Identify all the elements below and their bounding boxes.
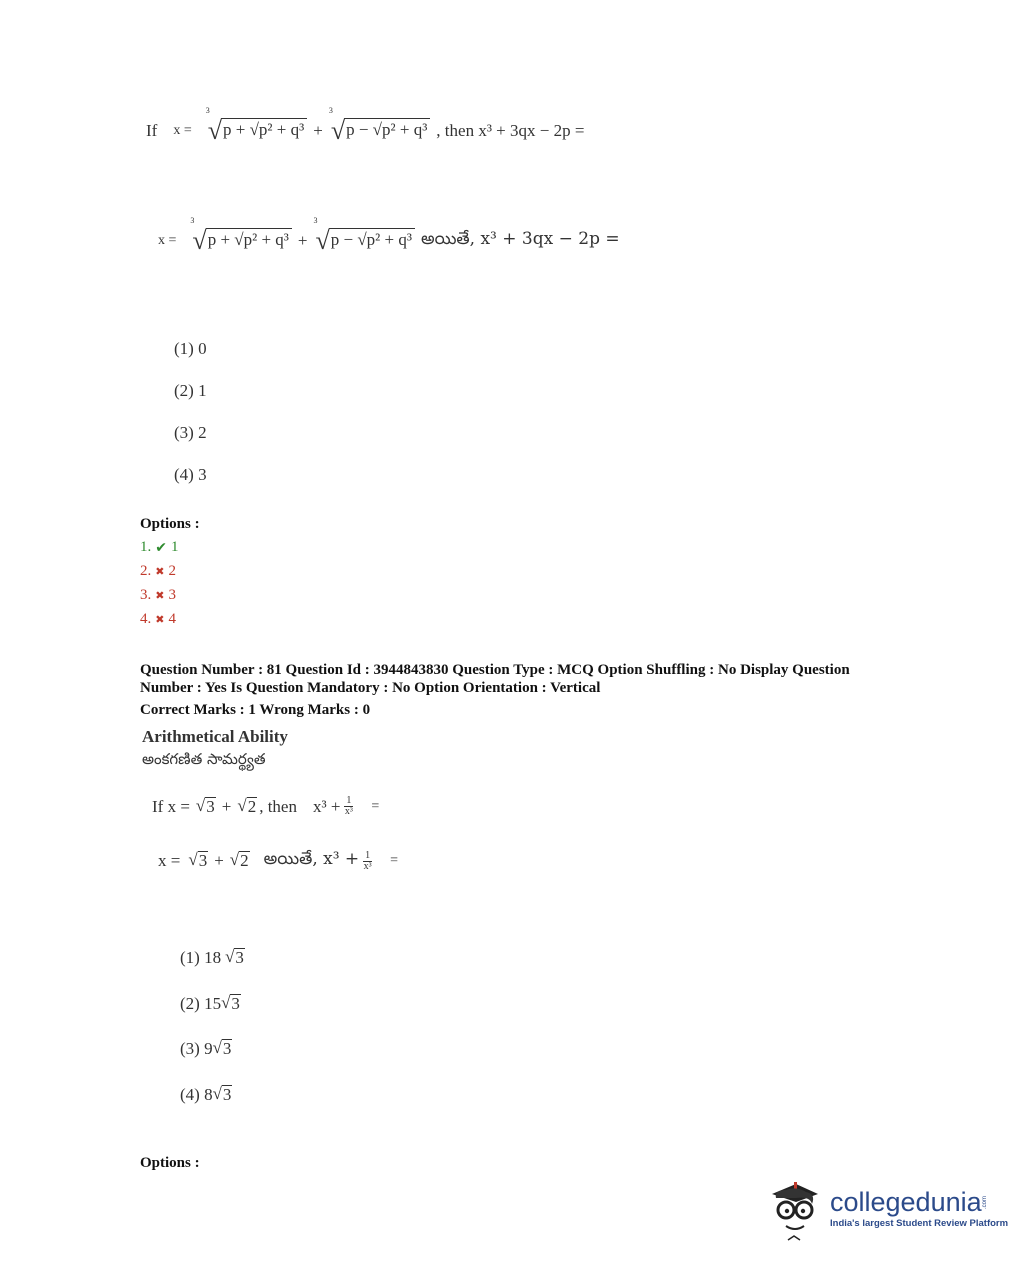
q80-tail: , then x³ + 3qx − 2p = <box>436 121 585 140</box>
q81-subject-telugu: అంకగణిత సామర్థ్యత <box>142 750 266 768</box>
q80-te-tail: అయితే, x³ + 3qx − 2p = <box>420 229 620 249</box>
q81-subject-english: Arithmetical Ability <box>142 727 288 746</box>
q80-option-4: 4. ✖ 4 <box>140 611 176 627</box>
q80-te-cube-root-2: 3 √ p − √p² + q³ <box>313 228 414 254</box>
q80-choice-3: (3) 2 <box>174 423 207 442</box>
mascot-icon <box>766 1176 822 1246</box>
q80-choice-4: (4) 3 <box>174 465 207 484</box>
cross-icon: ✖ <box>155 613 165 626</box>
q80-lhs: x = <box>173 123 192 138</box>
q81-meta-line-2: Number : Yes Is Question Mandatory : No Option Orientation : Vertical <box>140 680 601 696</box>
q81-options-label: Options : <box>140 1155 200 1171</box>
q80-radicand-2: p − √p² + q³ <box>344 118 430 140</box>
q80-choice-1: (1) 0 <box>174 339 207 358</box>
q80-cube-root-1: 3 √ p + √p² + q³ <box>206 118 307 144</box>
sqrt-3: √ 3 <box>188 850 208 871</box>
q80-choice-2: (2) 1 <box>174 381 207 400</box>
sqrt-2: √ 2 <box>229 850 249 871</box>
brand-name: collegedunia <box>830 1187 982 1217</box>
q81-english-equation: If x = √ 3 + √ 2 , then x³ + $\frac{1}{\text{x³}}$ = <box>152 795 380 817</box>
q80-radicand-1: p + √p² + q³ <box>221 118 307 140</box>
q80-option-3: 3. ✖ 3 <box>140 587 176 603</box>
q81-te-fraction: $\frac{1}{\text{x³}}$ <box>363 849 372 872</box>
q81-meta-line-1: Question Number : 81 Question Id : 3944843830 Question Type : MCQ Option Shuffling : No Display Question <box>140 662 850 678</box>
q80-te-cube-root-1: 3 √ p + √p² + q³ <box>190 228 291 254</box>
q81-meta-line-3: Correct Marks : 1 Wrong Marks : 0 <box>140 702 371 718</box>
q81-choice-1: (1) 18 √ 3 <box>180 947 244 968</box>
q80-cube-root-2: 3 √ p − √p² + q³ <box>329 118 430 144</box>
q80-telugu-equation: x = 3 √ p + √p² + q³ + 3 √ p − √p² + q³ అయితే, x³ + 3qx − 2p = <box>158 216 620 255</box>
q80-option-1: 1. ✔ 1 <box>140 539 179 556</box>
brand-text <box>830 1187 1008 1229</box>
q80-option-2: 2. ✖ 2 <box>140 563 176 579</box>
brand-tagline: India's largest Student Review Platform <box>830 1218 1009 1229</box>
sqrt-3: √ 3 <box>195 795 215 816</box>
cross-icon: ✖ <box>155 565 165 578</box>
sqrt-2: √ 2 <box>237 795 257 816</box>
q81-fraction: $\frac{1}{\text{x³}}$ <box>344 795 353 817</box>
check-icon: ✔ <box>155 539 167 556</box>
q80-options-label: Options : <box>140 516 200 532</box>
q80-te-lhs: x = <box>158 233 177 248</box>
q81-choice-3: (3) 9 √ 3 <box>180 1038 232 1059</box>
q80-if: If <box>146 121 158 140</box>
q81-choice-4: (4) 8 √ 3 <box>180 1084 232 1105</box>
cross-icon: ✖ <box>155 589 165 602</box>
collegedunia-logo <box>766 1176 1008 1246</box>
q81-telugu-equation: x = √ 3 + √ 2 అయితే, x³ + $\frac{1}{\text{x³}}$ = <box>158 849 399 872</box>
q80-english-equation: If x = 3 √ p + √p² + q³ + 3 √ p − √p² + q³ , then x³ + 3qx − 2p = <box>146 106 585 145</box>
q81-choice-2: (2) 15 √ 3 <box>180 993 240 1014</box>
brand-com: .com <box>981 1195 988 1209</box>
